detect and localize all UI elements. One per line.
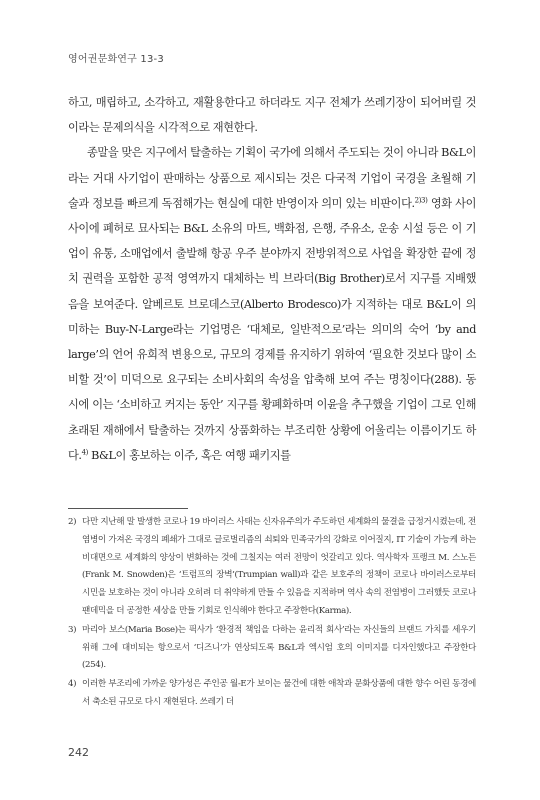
- footnote-number: 2): [68, 517, 77, 527]
- footnotes: [68, 514, 476, 713]
- footnote-4: [68, 676, 476, 712]
- footnote-text: 다만 지난해 말 발생한 코로나 19 바이러스 사태는 신자유주의가 주도하던 세계화의 물결을 급정거시켰는데, 전염병이 가져온 국경의 폐쇄가 그대로 글로벌리즘의 쇠퇴와 민족국가의 강화로 이어질지, IT 기술이 가능케 하는 비대면으로 세계화의 양상이 변화하는 것에 그칠지는 여러 전망이 엇갈리고 있다. 역사학자 프랭크 M. 스노든(Frank M. Snowden)은 ‘트럼프의 장벽’(Trumpian wall)과 같은 보호주의 정책이 코로나 바이러스로부터 시민을 보호하는 것이 아니라 오히려 더 취약하게 만들 수 있음을 지적하며 역사 속의 전염병이 그러했듯 코로나 팬데믹을 더 공정한 세상을 만들 기회로 인식해야 한다고 주장한다(Karma).: [82, 517, 476, 616]
- paragraph-2-part-c: B&L이 홍보하는 이주, 혹은 여행 패키지를: [87, 448, 291, 462]
- page-number: 242: [68, 746, 89, 759]
- paragraph-2: [68, 140, 476, 468]
- running-head: 영어권문화연구 13-3: [68, 54, 164, 65]
- body-text: [68, 90, 476, 468]
- paragraph-2-part-a: 종말을 맞은 지구에서 탈출하는 기획이 국가에 의해서 주도되는 것이 아니라 B&L이라는 거대 사기업이 판매하는 상품으로 제시되는 것은 다국적 기업이 국경을 초월해 기술과 정보를 빠르게 독점해가는 현실에 대한 반영이자 의미 있는 비판이다.: [68, 146, 477, 210]
- paragraph-1: 하고, 매립하고, 소각하고, 재활용한다고 하더라도 지구 전체가 쓰레기장이 되어버릴 것이라는 문제의식을 시각적으로 재현한다.: [68, 96, 476, 135]
- footnote-text: 마리아 보스(Maria Bose)는 픽사가 ‘환경적 책임을 다하는 윤리적 회사’라는 자신들의 브랜드 가치를 세우기 위해 그에 대비되는 항으로서 ‘디즈니’가 연상되도록 B&L과 엑시엄 호의 이미지를 디자인했다고 주장한다(254).: [82, 624, 476, 671]
- footnote-ref-4[interactable]: 4): [81, 448, 88, 457]
- footnote-text: 이러한 부조리에 가까운 양가성은 주인공 월-E가 보이는 물건에 대한 애착과 문화상품에 대한 향수 어린 동경에서 축소된 규모로 다시 재현된다. 쓰레기 더: [82, 679, 476, 707]
- footnote-3: [68, 622, 476, 675]
- footnote-number: 3): [68, 624, 77, 635]
- paragraph-2-part-b: 영화 사이사이에 폐허로 묘사되는 B&L 소유의 마트, 백화점, 은행, 주유소, 운송 시설 등은 이 기업이 유통, 소매업에서 출발해 항공 우주 분야까지 전방위적으로 사업을 확장한 끝에 정치 권력을 포함한 공적 영역까지 대체하는 빅 브라더(Big Brother)로서 지구를 지배했음을 보여준다. 알베르토 브로데스코(Alberto Brodesco)가 지적하는 대로 B&L이 의미하는 Buy-N-Large라는 기업명은 ‘대체로, 일반적으로’라는 의미의 숙어 ‘by and large’의 언어 유희적 변용으로, 규모의 경제를 유지하기 위하여 ‘필요한 것보다 많이 소비할 것’이 미덕으로 요구되는 소비사회의 속성을 압축해 보여 주는 명칭이다(288). 동시에 이는 ‘소비하고 커지는 동안’ 지구를 황폐화하며 이윤을 추구했을 기업이 그로 인해 초래된 재해에서 탈출하는 것까지 상품화하는 부조리한 상황에 어울리는 이름이기도 하다.: [68, 196, 476, 462]
- footnote-separator: [68, 508, 188, 509]
- footnote-ref-2-3[interactable]: 2)3): [414, 196, 428, 205]
- footnote-2: [68, 514, 476, 621]
- footnote-number: 4): [68, 679, 77, 690]
